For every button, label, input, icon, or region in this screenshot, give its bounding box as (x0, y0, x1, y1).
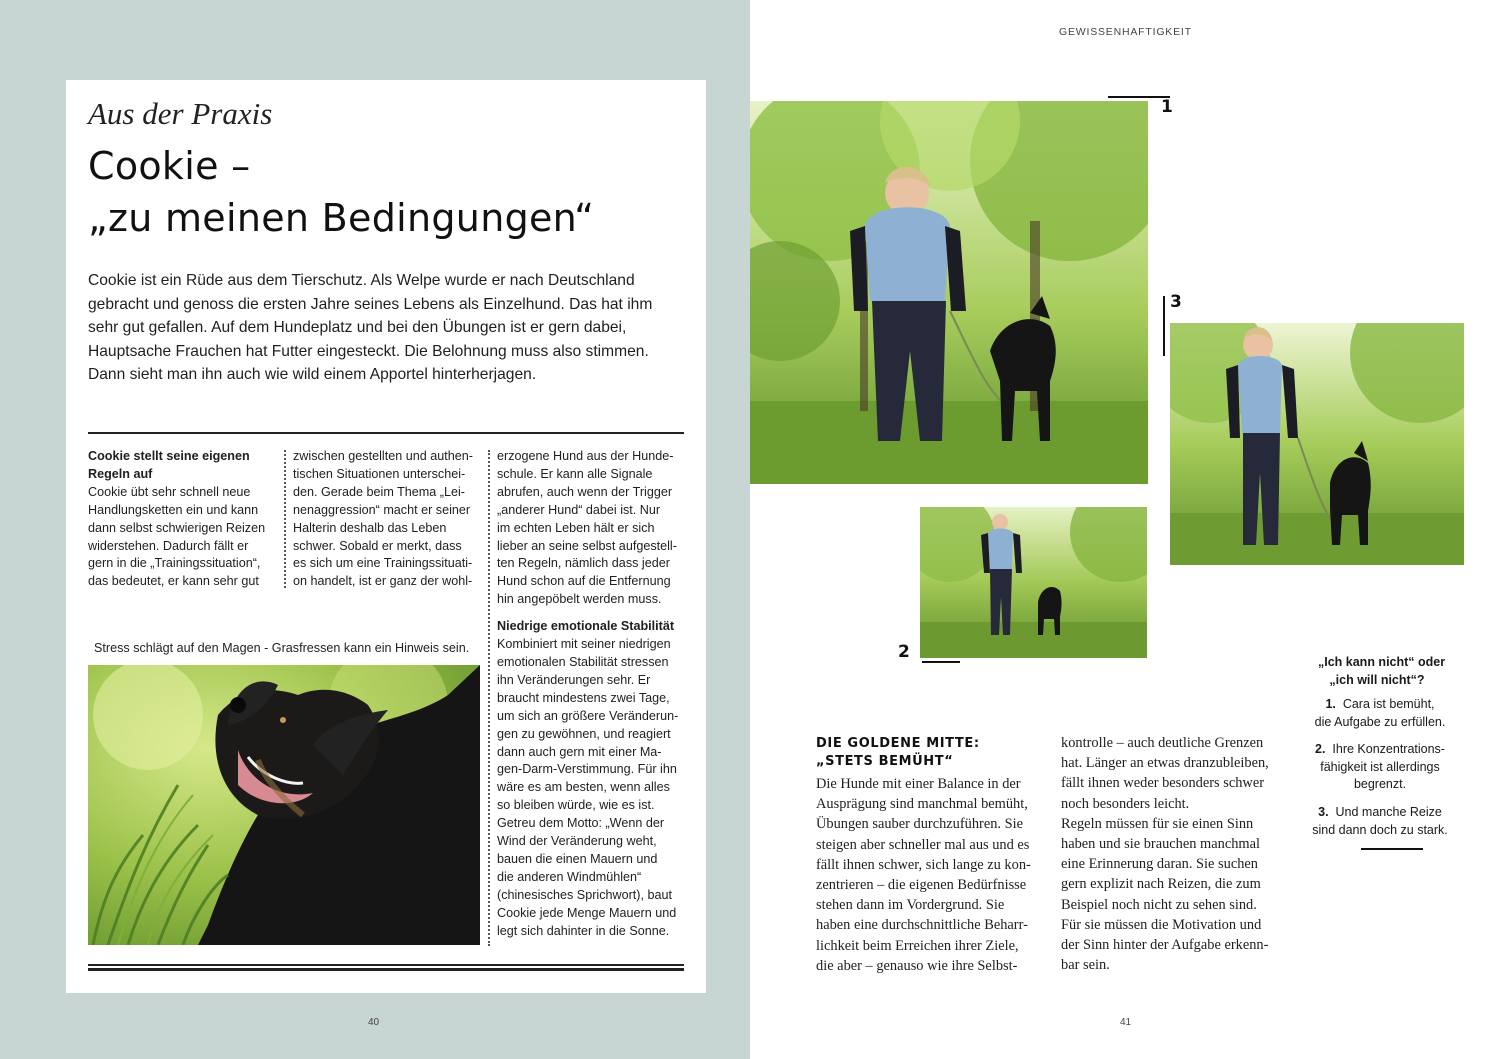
column-heading: Regeln auf (88, 466, 153, 481)
column-line: schule. Er kann alle Signale (497, 466, 653, 481)
body-line: eine Erinnerung daran. Sie suchen (1061, 856, 1258, 873)
column-line: Cookie übt sehr schnell neue (88, 484, 251, 499)
column-line: „anderer Hund“ dabei ist. Nur (497, 502, 661, 517)
section-heading (816, 735, 980, 771)
kicker: Aus der Praxis (88, 96, 273, 131)
column-line: ihn Veränderungen sehr. Er (497, 672, 651, 687)
column-line: on handelt, ist er ganz der wohl- (293, 574, 473, 589)
sidebar-item-number: 3. (1318, 805, 1329, 819)
column-line: tischen Situationen unterschei- (293, 466, 466, 481)
sidebar-item-text: Und manche Reize (1335, 805, 1442, 819)
column-line: nenaggression“ macht er seiner (293, 502, 471, 517)
column-line: gern in die „Trainingssituation“, (88, 556, 261, 571)
photo-2-woman-with-dog (920, 507, 1147, 658)
photo-caption: Stress schlägt auf den Magen - Grasfressen kann ein Hinweis sein. (94, 641, 470, 655)
page-number-right: 41 (1120, 1017, 1132, 1028)
column-line: den. Gerade beim Thema „Lei- (293, 484, 465, 499)
body-line: fällt ihnen weder besonders schwer (1061, 775, 1264, 792)
photo-number-1: 1 (1161, 97, 1173, 117)
photo-number-2: 2 (898, 642, 910, 662)
column-line: emotionalen Stabilität stressen (497, 654, 669, 669)
body-line: Übungen sauber durchzuführen. Sie (816, 816, 1023, 833)
column-line: gen zu gewöhnen, und reagiert (497, 726, 671, 741)
column-line: Kombiniert mit seiner niedrigen (497, 637, 671, 652)
column-line: wäre es am besten, wenn alles (497, 780, 670, 795)
sidebar-item-text: fähigkeit ist allerdings (1320, 759, 1440, 774)
column-line: die anderen Windmühlen“ (497, 869, 642, 884)
body-line: noch besonders leicht. (1061, 795, 1190, 812)
column-divider (284, 450, 286, 588)
body-line: haben eine durchschnittliche Beharr- (816, 917, 1028, 934)
dog-eating-grass-photo (88, 665, 480, 945)
body-line: kontrolle – auch deutliche Grenzen (1061, 735, 1264, 751)
column-line: bauen die einen Mauern und (497, 851, 658, 866)
sidebar-item-text: sind dann doch zu stark. (1312, 822, 1448, 837)
sidebar-item-text: begrenzt. (1353, 777, 1407, 791)
photo-3-woman-with-dog (1170, 323, 1464, 565)
body-line: Ausprägung sind manchmal bemüht, (816, 796, 1028, 813)
column-line: (chinesisches Sprichwort), baut (497, 887, 672, 902)
sidebar-item (1310, 696, 1450, 731)
column-line: Hund schon auf die Entfernung (497, 574, 671, 589)
headline-line: „zu meinen Bedingungen“ (88, 196, 595, 240)
column-line: gen-Darm-Verstimmung. Für ihn (497, 762, 677, 777)
sidebar-title-line: „ich will nicht“? (1329, 672, 1425, 687)
sidebar-item (1310, 804, 1450, 839)
sidebar-title-line: „Ich kann nicht“ oder (1318, 655, 1446, 669)
text-column-3 (497, 448, 687, 940)
column-line: Handlungsketten ein und kann (88, 502, 259, 517)
sidebar-item-text: Cara ist bemüht, (1342, 697, 1435, 711)
column-line: Cookie jede Menge Mauern und (497, 905, 677, 920)
column-divider (488, 450, 490, 946)
bottom-rule (88, 964, 684, 966)
photo-marker-line (922, 661, 960, 663)
intro-paragraph (88, 269, 683, 387)
body-line: bar sein. (1061, 957, 1110, 974)
column-line: Getreu dem Motto: „Wenn der (497, 816, 665, 831)
column-line: um sich an größere Veränderun- (497, 708, 679, 723)
column-line: dann selbst schwierigen Reizen (88, 520, 266, 535)
sidebar-item-text: die Aufgabe zu erfüllen. (1314, 714, 1446, 729)
intro-line: Cookie ist ein Rüde aus dem Tierschutz. Als Welpe wurde er nach Deutschland (88, 272, 635, 289)
body-line: hat. Länger an etwas dranzubleiben, (1061, 755, 1269, 772)
column-line: Wind der Veränderung weht, (497, 834, 657, 849)
body-line: Beispiel noch nicht zu sehen sind. (1061, 896, 1257, 913)
column-heading: Cookie stellt seine eigenen (88, 449, 250, 463)
sidebar-item (1310, 741, 1450, 794)
column-line: das bedeutet, er kann sehr gut (88, 574, 259, 589)
column-line: erzogene Hund aus der Hunde- (497, 449, 674, 463)
headline (88, 140, 594, 244)
sidebar-item-number: 2. (1315, 742, 1326, 756)
body-line: Regeln müssen für sie einen Sinn (1061, 815, 1254, 832)
top-rule (88, 432, 684, 434)
column-line: braucht mindestens zwei Tage, (497, 690, 670, 705)
column-line: abrufen, auch wenn der Trigger (497, 484, 673, 499)
body-line: fällt ihnen schwer, sich lange zu kon- (816, 856, 1031, 873)
photo-marker-line (1163, 296, 1165, 356)
column-line: schwer. Sobald er merkt, dass (293, 538, 462, 553)
column-line: lieber an seine selbst aufgestell- (497, 538, 677, 553)
body-column-1 (816, 774, 1044, 976)
headline-line: Cookie – (88, 144, 251, 188)
sidebar-item-text: Ihre Konzentrations- (1332, 742, 1445, 756)
column-line: widerstehen. Dadurch fällt er (88, 538, 249, 553)
column-line: hin angepöbelt werden muss. (497, 592, 662, 607)
body-line: die aber – genauso wie ihre Selbst- (816, 957, 1018, 974)
intro-line: gebracht und genoss die ersten Jahre seines Lebens als Einzelhund. Das hat ihm (88, 295, 653, 313)
text-column-2 (293, 448, 483, 591)
body-line: lichkeit beim Erreichen ihrer Ziele, (816, 937, 1019, 954)
column-line: so bleiben würde, wie es ist. (497, 798, 655, 813)
column-line: Halterin deshalb das Leben (293, 520, 447, 535)
photo-number-3: 3 (1170, 292, 1182, 312)
sidebar-item-number: 1. (1325, 697, 1336, 711)
body-line: stehen dann im Vordergrund. Sie (816, 897, 1005, 914)
column-heading: Niedrige emotionale Stabilität (497, 619, 675, 634)
photo-1-woman-with-dog (750, 101, 1148, 484)
column-line: legt sich dahinter in die Sonne. (497, 923, 670, 938)
column-line: ten Regeln, nämlich dass jeder (497, 556, 670, 571)
page-number-left: 40 (368, 1017, 380, 1028)
bottom-rule (88, 968, 684, 971)
intro-line: Hauptsache Frauchen hat Futter eingesteckt. Die Belohnung muss also stimmen. (88, 342, 649, 360)
column-line: zwischen gestellten und authen- (293, 449, 473, 463)
body-line: steigen aber schneller mal aus und es (816, 836, 1030, 853)
body-column-2 (1061, 733, 1291, 975)
section-heading-line: „STETS BEMÜHT“ (816, 754, 954, 769)
intro-line: sehr gut gefallen. Auf dem Hundeplatz und bei den Übungen ist er gern dabei, (88, 319, 627, 337)
body-line: zentrieren – die eigenen Bedürfnisse (816, 877, 1027, 894)
body-line: gern explizit nach Reizen, die zum (1061, 876, 1261, 893)
body-line: der Sinn hinter der Aufgabe erkenn- (1061, 937, 1269, 954)
body-line: haben und sie brauchen manchmal (1061, 836, 1260, 853)
intro-line: Dann sieht man ihn auch wie wild einem Apportel hinterherjagen. (88, 366, 537, 384)
column-line: es sich um eine Trainingssituati- (293, 556, 473, 571)
column-line: dann auch gern mit einer Ma- (497, 744, 662, 759)
sidebar-title (1318, 654, 1446, 689)
section-heading-line: DIE GOLDENE MITTE: (816, 736, 980, 751)
running-head: GEWISSENHAFTIGKEIT (1059, 26, 1192, 38)
column-line: im echten Leben hält er sich (497, 520, 655, 535)
sidebar-rule (1361, 848, 1423, 850)
text-column-1 (88, 448, 278, 591)
body-line: Die Hunde mit einer Balance in der (816, 776, 1021, 792)
body-line: Für sie müssen die Motivation und (1061, 916, 1262, 933)
